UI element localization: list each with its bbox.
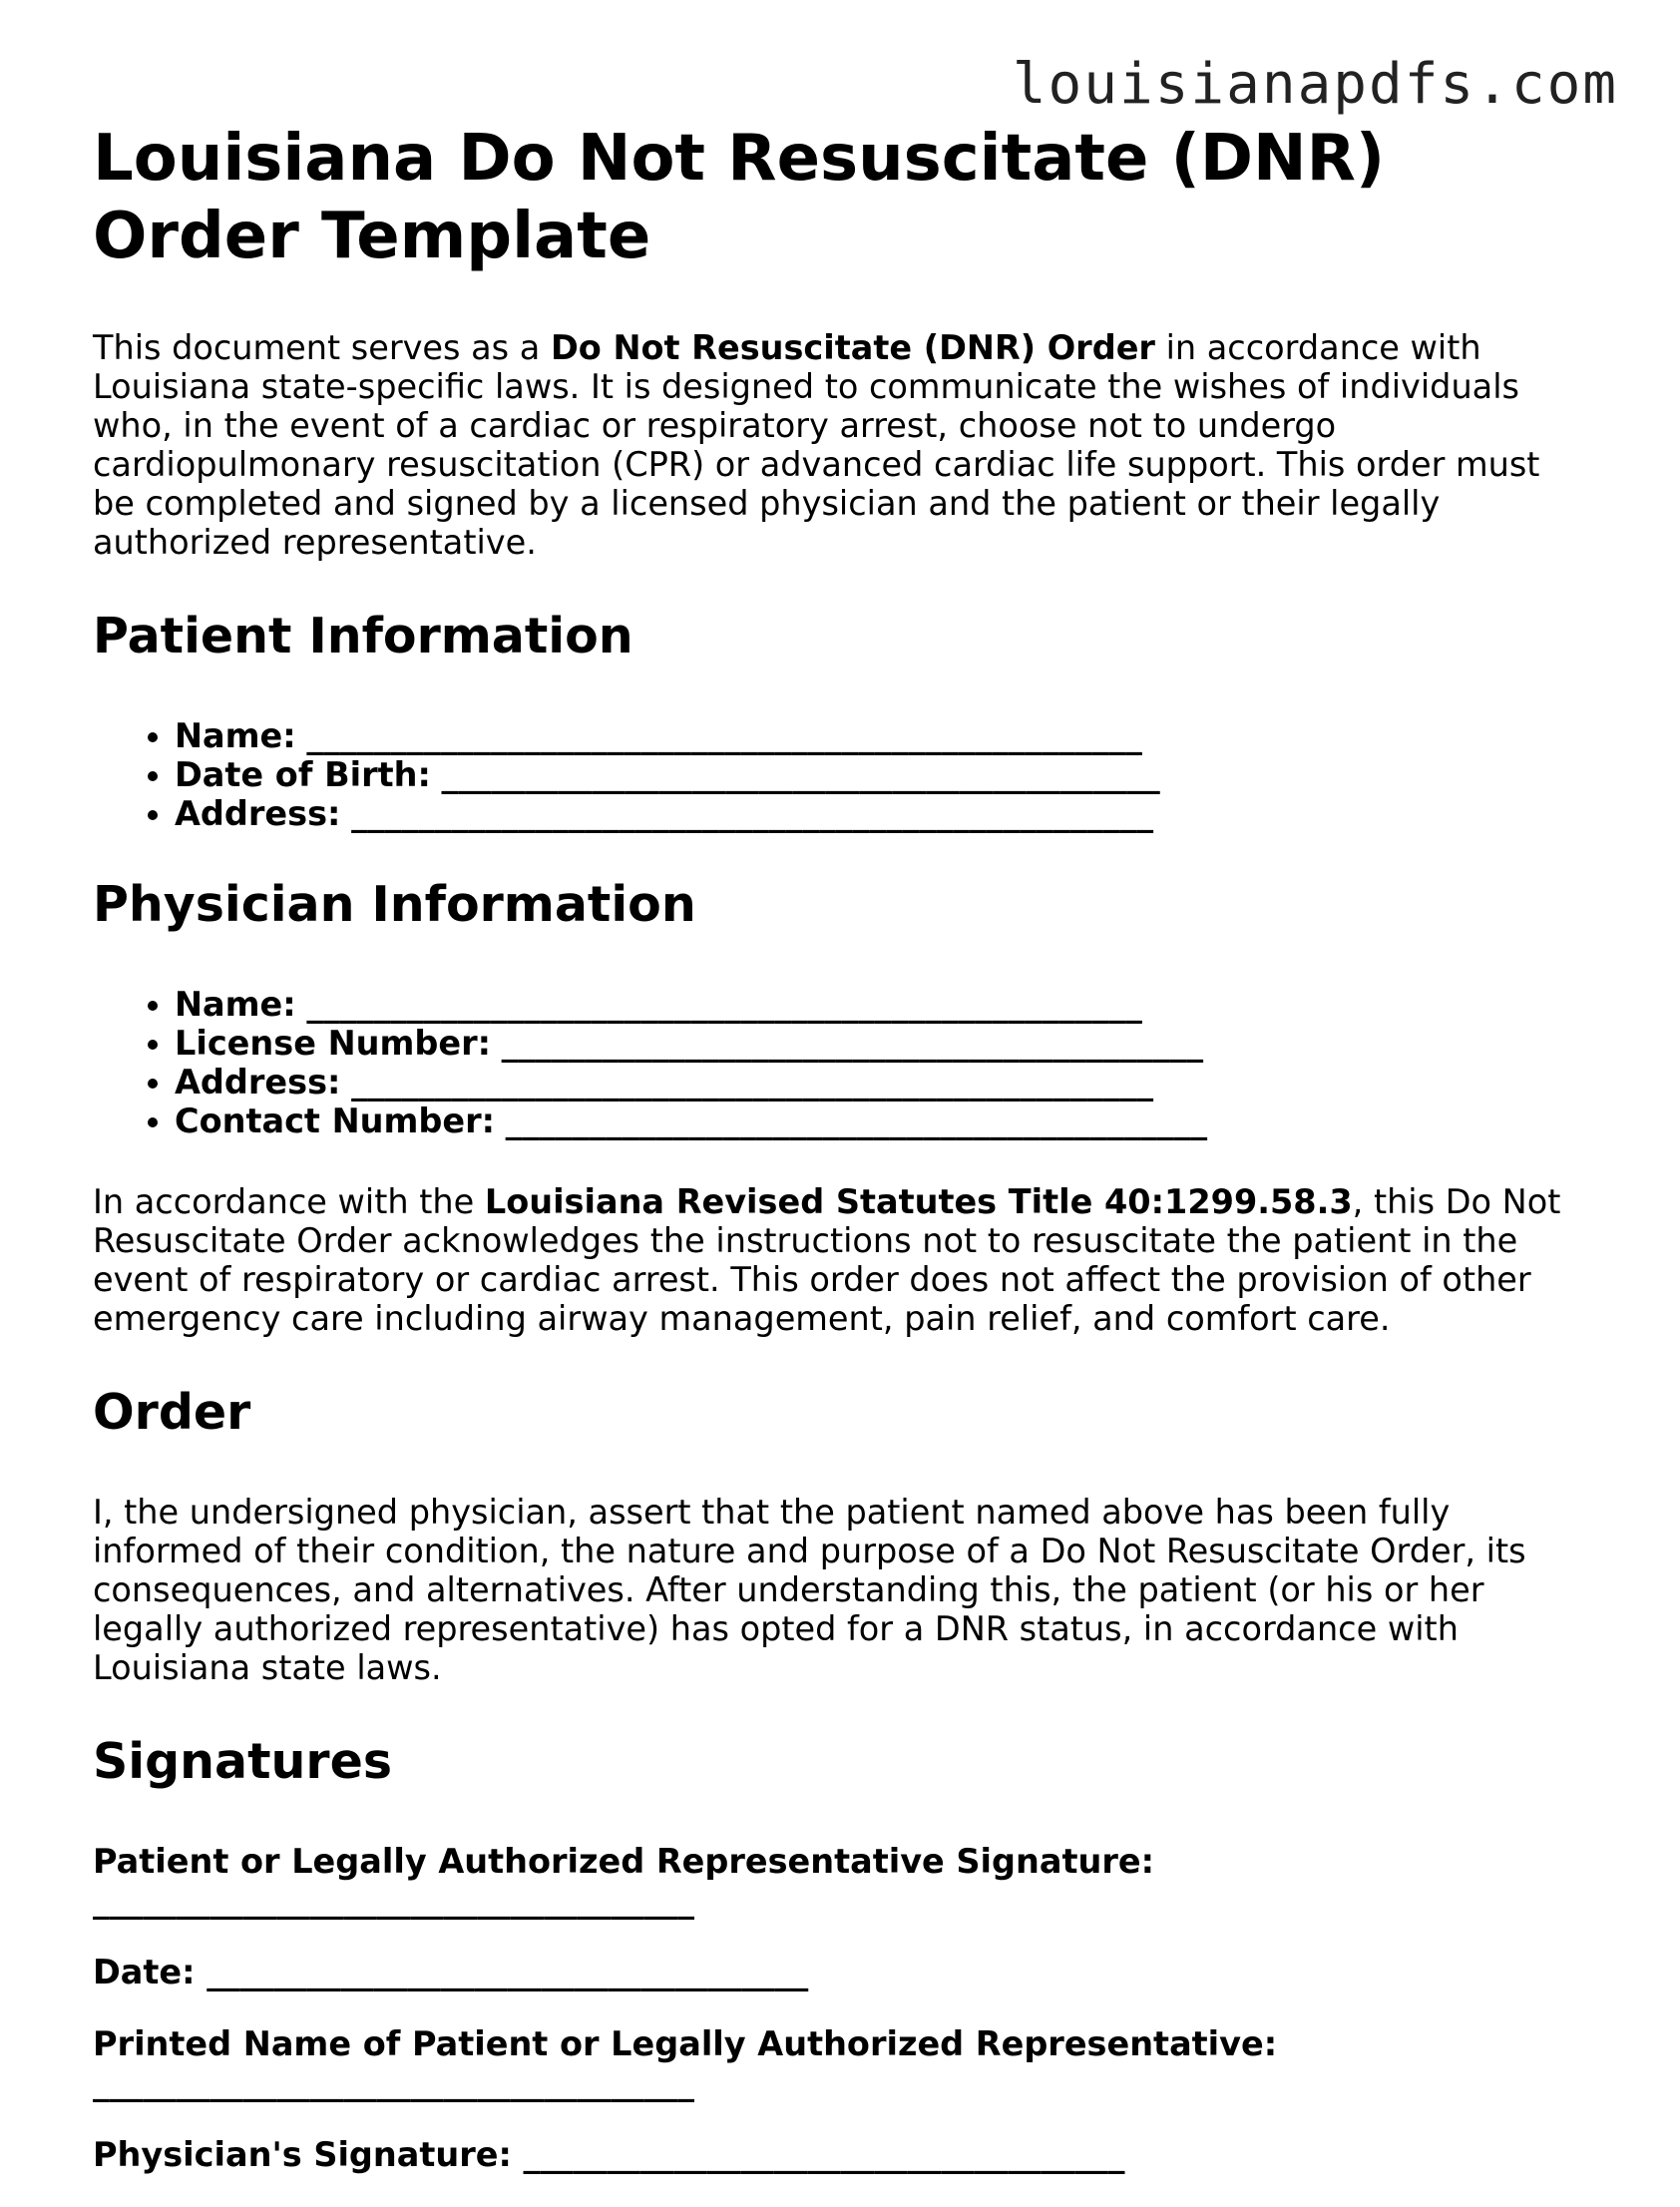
printed-name-label: Printed Name of Patient or Legally Authorized Representative: [93,2024,1278,2063]
order-paragraph: I, the undersigned physician, assert that the patient named above has been fully informed of their condition, the nature and purpose of a Do Not Resuscitate Order, its consequences, and alternatives. After understanding this, the patient (or his or her legally authorized representative) has opted for a DNR status, in accordance with Louisiana state laws. [93,1493,1526,1687]
physician-info-list [93,985,1589,1140]
site-watermark: louisianapdfs.com [1012,52,1618,117]
patient-address-field[interactable]: • Address: ________________________________________________ [175,794,1589,833]
date-field[interactable] [93,1953,1589,1991]
intro-text-start: This document serves as a [93,328,551,367]
patient-info-heading: Patient Information [93,608,633,664]
patient-info-list [93,716,1589,833]
printed-name-line: ____________________________________ [93,2063,694,2102]
statute-paragraph [93,1182,1589,1338]
physician-signature-field[interactable] [93,2135,1589,2174]
physician-name-field[interactable]: • Name: __________________________________________________ [175,985,1589,1024]
printed-name-field[interactable] [93,2024,1589,2102]
physician-address-field[interactable]: • Address: ________________________________________________ [175,1063,1589,1102]
physician-contact-field[interactable]: • Contact Number: __________________________________________ [175,1102,1589,1140]
statute-text-start: In accordance with the [93,1182,485,1221]
intro-text-end: in accordance with Louisiana state-specific laws. It is designed to communicate the wishes of individuals who, in the event of a cardiac or respiratory arrest, choose not to undergo cardiopulmonary resuscitation (CPR) or advanced cardiac life support. This order must be completed and signed by a licensed physician and the patient or their legally authorized representative. [93,328,1540,562]
statute-reference: Louisiana Revised Statutes Title 40:1299.58.3 [484,1182,1353,1221]
physician-license-field[interactable]: • License Number: __________________________________________ [175,1024,1589,1063]
patient-dob-field[interactable]: • Date of Birth: ___________________________________________ [175,755,1589,794]
patient-signature-field[interactable] [93,1842,1589,1920]
title-line-2: Order Template [93,200,651,273]
date-line: ____________________________________ [207,1953,809,1991]
intro-bold-term: Do Not Resuscitate (DNR) Order [550,328,1155,367]
signatures-heading: Signatures [93,1733,392,1790]
physician-info-heading: Physician Information [93,876,696,933]
physician-signature-line: ____________________________________ [523,2135,1125,2174]
physician-signature-label: Physician's Signature: [93,2135,512,2174]
title-line-1: Louisiana Do Not Resuscitate (DNR) [93,122,1386,196]
patient-name-field[interactable]: • Name: __________________________________________________ [175,716,1589,755]
statute-text-end: , this Do Not Resuscitate Order acknowledges the instructions not to resuscitate the patient in the event of respiratory or cardiac arrest. This order does not affect the provision of other emergency care including airway management, pain relief, and comfort care. [93,1182,1561,1338]
patient-signature-label: Patient or Legally Authorized Representative Signature: [93,1842,1154,1881]
intro-paragraph [93,328,1589,562]
date-label: Date: [93,1953,196,1991]
document-title [93,120,1589,275]
patient-signature-line: ____________________________________ [93,1881,694,1920]
document-page [93,120,1589,2207]
order-heading: Order [93,1384,251,1441]
